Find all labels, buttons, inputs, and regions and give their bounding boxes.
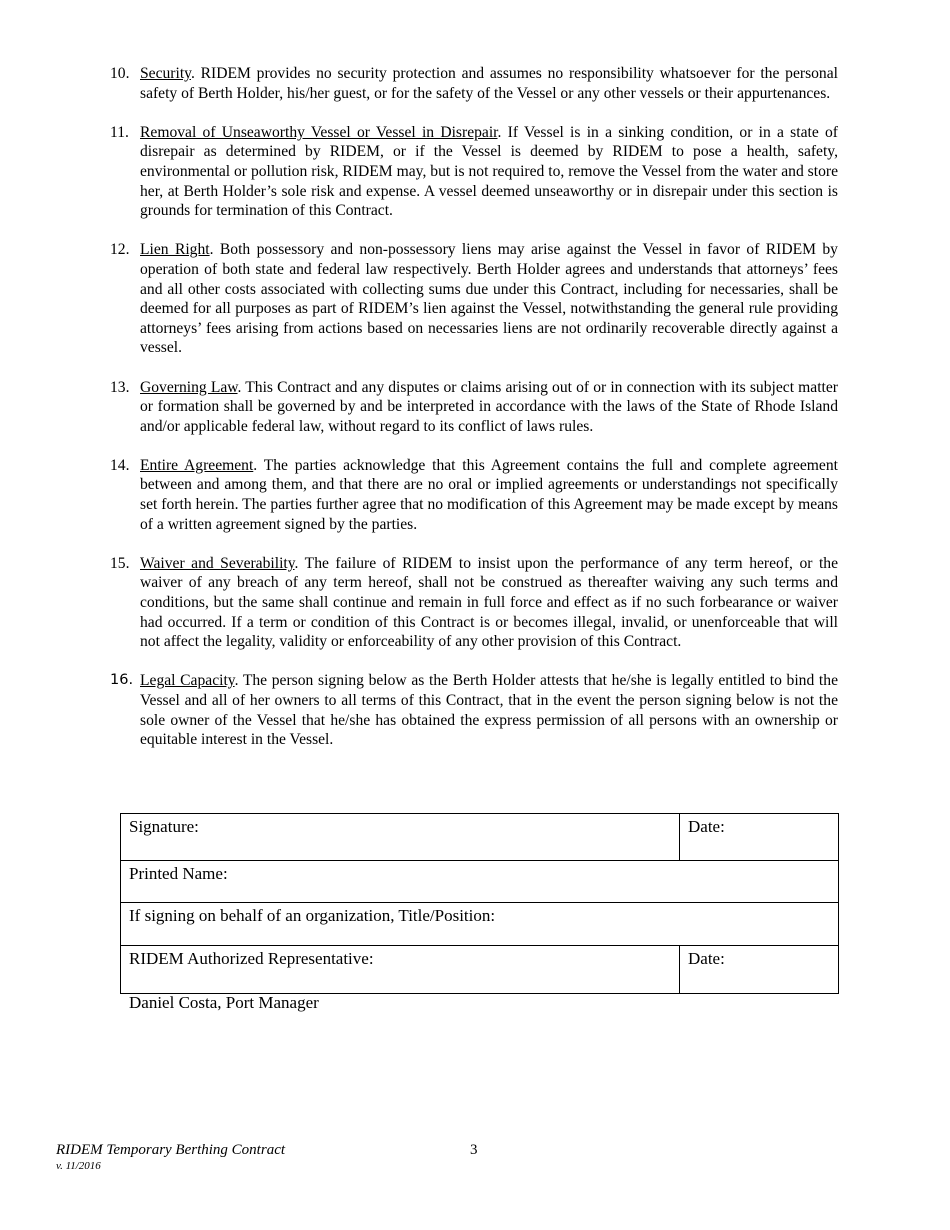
clause-entire-agreement (108, 456, 838, 534)
clause-heading: Security (140, 65, 191, 82)
clause-number: 15. (110, 554, 130, 572)
clause-governing-law (108, 378, 838, 437)
port-manager-name: Daniel Costa, Port Manager (129, 993, 319, 1012)
contract-clauses (108, 64, 838, 769)
clause-heading: Removal of Unseaworthy Vessel or Vessel in Disrepair (140, 123, 498, 141)
clause-body: . This Contract and any disputes or claims arising out of or in connection with its subject matter or formation shall be governed by and be interpreted in accordance with the laws of the State of Rhode Island and/or applicable federal law, without regard to its conflict of laws rules. (140, 378, 838, 435)
signature-date-field[interactable]: Date: (680, 814, 839, 861)
clause-heading: Legal Capacity (140, 672, 235, 690)
clause-waiver-and-severability (108, 554, 838, 652)
clause-removal-of-vessel (108, 123, 838, 221)
clause-body: . If Vessel is in a sinking condition, or in a state of disrepair as determined by RIDEM, or if the Vessel is deemed by RIDEM to pose a health, safety, environmental or pollution risk, RIDEM may, but is not required to, remove the Vessel from the water and store her, at Berth Holder’s sole risk and expense. A vessel deemed unseaworthy or in disrepair under this section is grounds for termination of this Contract. (140, 123, 838, 220)
clause-heading: Lien Right (140, 241, 210, 259)
clause-body: . The person signing below as the Berth Holder attests that he/she is legally entitled to bind the Vessel and all of her owners to all terms of this Contract, that in the event the person signing below is not the sole owner of the Vessel that he/she has obtained the express permission of all persons with an ownership or equitable interest in the Vessel. (140, 672, 838, 749)
clause-body: . The parties acknowledge that this Agreement contains the full and complete agreement between and among them, and that there are no oral or implied agreements or understandings not specifically set forth herein. The parties further agree that no modification of this Agreement may be made except by means of a written agreement signed by the parties. (140, 456, 838, 533)
signature-table (120, 813, 839, 994)
footer-document-title: RIDEM Temporary Berthing Contract (56, 1142, 286, 1158)
clause-number: 16. (110, 672, 134, 689)
clause-number: 11. (110, 123, 129, 141)
printed-name-row (121, 861, 839, 903)
organization-title-field[interactable]: If signing on behalf of an organization, Title/Position: (121, 903, 839, 946)
clause-legal-capacity (108, 671, 838, 749)
representative-date-field[interactable]: Date: (680, 946, 839, 994)
clause-number: 14. (110, 456, 130, 474)
clause-number: 10. (110, 65, 130, 82)
clause-heading: Waiver and Severability (140, 554, 295, 572)
clause-heading: Entire Agreement (140, 456, 254, 474)
organization-title-row (121, 903, 839, 946)
page-number: 3 (470, 1142, 478, 1158)
clause-number: 13. (110, 378, 130, 396)
clause-body: . RIDEM provides no security protection and assumes no responsibility whatsoever for the personal safety of Berth Holder, his/her guest, or for the safety of the Vessel or any other vessels or their appurtenances. (140, 65, 838, 102)
clause-lien-right (108, 240, 838, 358)
clause-body: . The failure of RIDEM to insist upon the performance of any term hereof, or the waiver of any breach of any term hereof, shall not be construed as thereafter waiving any such terms and conditions, but the same shall continue and remain in full force and effect as if no such forbearance or waiver had occurred. If a term or condition of this Contract is or becomes illegal, invalid, or unenforceable that will not affect the legality, validity or enforceability of any other provision of this Contract. (140, 554, 838, 651)
clause-body: . Both possessory and non-possessory liens may arise against the Vessel in favor of RIDEM by operation of both state and federal law respectively. Berth Holder agrees and understands that attorneys’ fees and all other costs associated with collecting sums due under this Contract, including for necessaries, shall be deemed for all purposes as part of RIDEM’s lien against the Vessel, notwithstanding the general rule providing attorneys’ fees arising from actions based on necessaries liens are not ordinarily recoverable directly against a vessel. (140, 241, 838, 357)
clause-number: 12. (110, 241, 130, 259)
signature-field[interactable]: Signature: (121, 814, 680, 861)
clause-heading: Governing Law (140, 378, 238, 396)
signature-row (121, 814, 839, 861)
representative-row (121, 946, 839, 994)
footer-version: v. 11/2016 (56, 1160, 101, 1172)
representative-field[interactable]: RIDEM Authorized Representative: (121, 946, 680, 994)
clause-security (108, 64, 838, 103)
printed-name-field[interactable]: Printed Name: (121, 861, 839, 903)
